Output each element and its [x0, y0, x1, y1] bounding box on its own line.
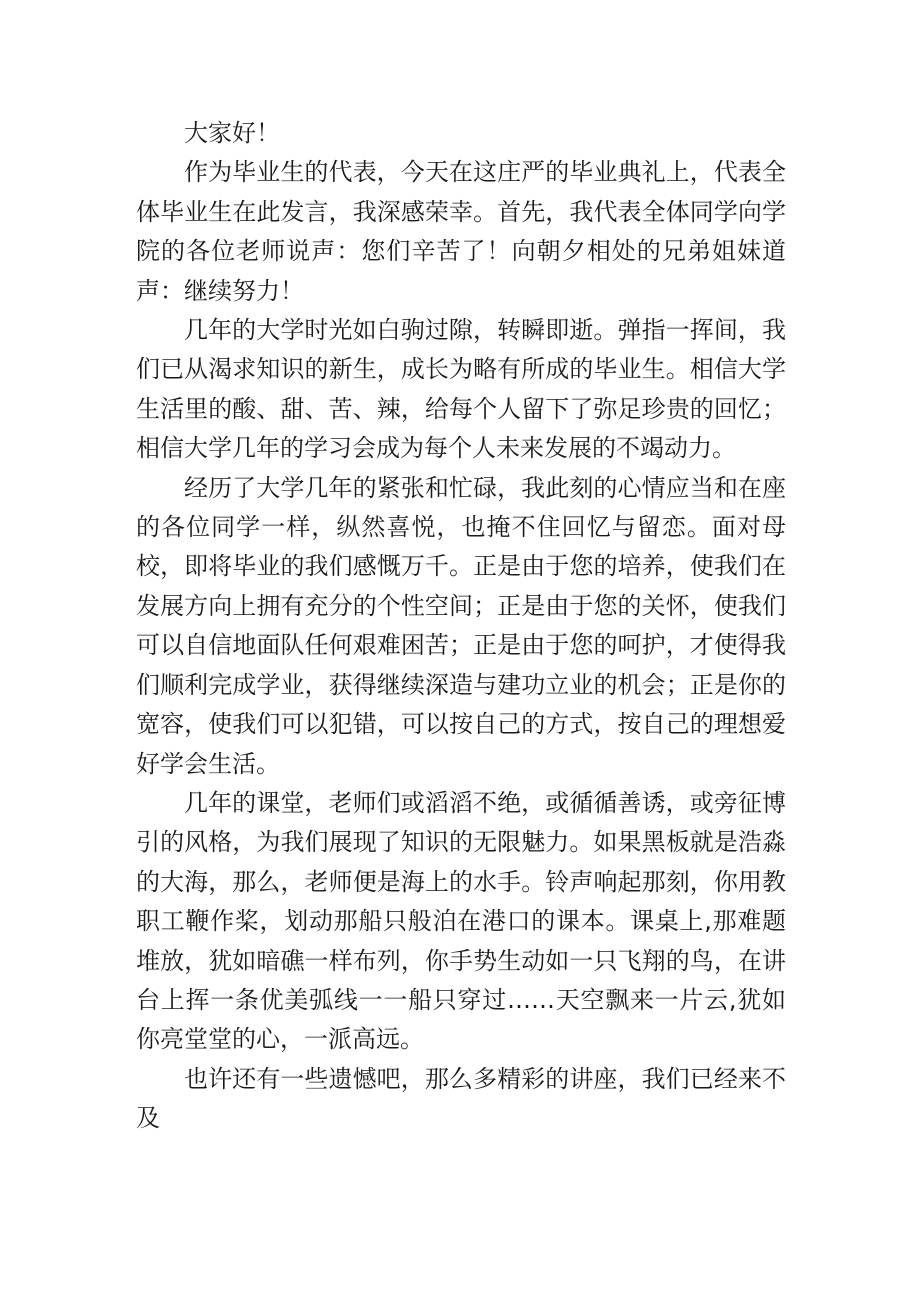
gratitude-paragraph: 经历了大学几年的紧张和忙碌，我此刻的心情应当和在座的各位同学一样，纵然喜悦，也掩不住回忆与留恋。面对母校，即将毕业的我们感慨万千。正是由于您的培养，使我们在发展方向上拥有充分的个性空间；正是由于您的关怀，使我们可以自信地面队任何艰难困苦；正是由于您的呵护，才使得我们顺利完成学业，获得继续深造与建功立业的机会；正是你的宽容，使我们可以犯错，可以按自己的方式，按自己的理想爱好学会生活。: [136, 473, 786, 778]
college-years-paragraph: 几年的大学时光如白驹过隙，转瞬即逝。弹指一挥间，我们已从渴求知识的新生，成长为略有所成的毕业生。相信大学生活里的酸、甜、苦、辣，给每个人留下了弥足珍贵的回忆；相信大学几年的学习会成为每个人未来发展的不竭动力。: [136, 316, 786, 463]
greeting-paragraph: 大家好！: [184, 119, 280, 147]
speech-body: [136, 114, 786, 1139]
regret-paragraph: 也许还有一些遗憾吧，那么多精彩的讲座，我们已经来不及: [136, 1064, 786, 1133]
opening-paragraph: 作为毕业生的代表，今天在这庄严的毕业典礼上，代表全体毕业生在此发言，我深感荣幸。首先，我代表全体同学向学院的各位老师说声：您们辛苦了！向朝夕相处的兄弟姐妹道声：继续努力！: [136, 158, 786, 305]
classroom-paragraph: 几年的课堂，老师们或滔滔不绝，或循循善诱，或旁征博引的风格，为我们展现了知识的无限魅力。如果黑板就是浩淼的大海，那么，老师便是海上的水手。铃声响起那刻，你用教职工鞭作桨，划动那船只般泊在港口的课本。课桌上,那难题堆放，犹如暗礁一样布列，你手势生动如一只飞翔的鸟，在讲台上挥一条优美弧线一一船只穿过……天空飘来一片云,犹如你亮堂堂的心，一派高远。: [136, 788, 786, 1054]
